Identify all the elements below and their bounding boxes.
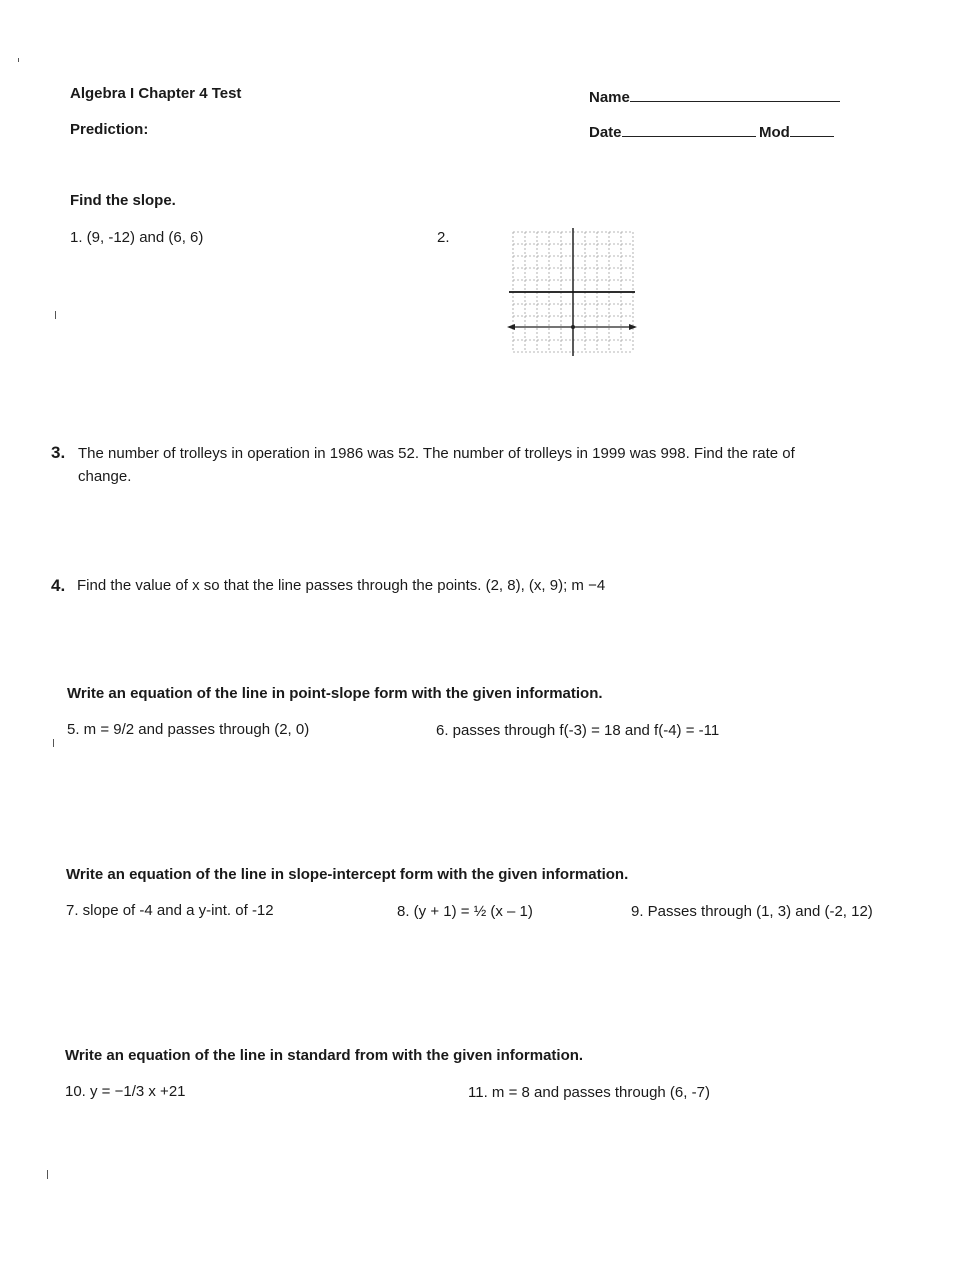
origin-point <box>571 325 575 329</box>
question-10: 10. y = −1/3 x +21 <box>65 1083 186 1100</box>
section-heading-slope-intercept: Write an equation of the line in slope-intercept form with the given information. <box>66 866 629 883</box>
name-line[interactable] <box>630 86 840 102</box>
scan-mark <box>47 1170 48 1179</box>
scan-mark <box>55 311 56 319</box>
question-5: 5. m = 9/2 and passes through (2, 0) <box>67 721 310 738</box>
question-7: 7. slope of -4 and a y-int. of -12 <box>66 902 274 919</box>
prediction-label: Prediction: <box>70 121 149 138</box>
scan-mark <box>18 58 19 62</box>
mod-field[interactable] <box>759 121 834 141</box>
section-heading-slope: Find the slope. <box>70 192 176 209</box>
test-title: Algebra I Chapter 4 Test <box>70 85 242 102</box>
mod-line[interactable] <box>790 121 834 137</box>
date-line[interactable] <box>622 121 756 137</box>
section-heading-standard: Write an equation of the line in standard from with the given information. <box>65 1047 584 1064</box>
question-6: 6. passes through f(-3) = 18 and f(-4) = -11 <box>436 722 720 739</box>
scan-mark <box>53 739 54 747</box>
question-1: 1. (9, -12) and (6, 6) <box>70 229 204 246</box>
question-9: 9. Passes through (1, 3) and (-2, 12) <box>631 903 873 920</box>
section-heading-point-slope: Write an equation of the line in point-slope form with the given information. <box>67 685 603 702</box>
question-4-number: 4. <box>51 576 66 595</box>
question-11: 11. m = 8 and passes through (6, -7) <box>468 1084 710 1101</box>
coordinate-graph <box>507 226 639 358</box>
question-4-text: Find the value of x so that the line passes through the points. (2, 8), (x, 9); m −4 <box>77 577 606 594</box>
name-label: Name <box>589 89 630 106</box>
mod-label: Mod <box>759 124 790 141</box>
x-axis-arrow-left <box>507 324 515 330</box>
question-2-number: 2. <box>437 229 450 246</box>
date-label: Date <box>589 124 622 141</box>
question-3-text-line1: The number of trolleys in operation in 1986 was 52. The number of trolleys in 1999 was 998. Find the rate of <box>78 445 795 462</box>
question-3-number: 3. <box>51 443 66 462</box>
name-field[interactable] <box>589 86 840 106</box>
question-3-text-line2: change. <box>78 468 132 485</box>
date-field[interactable] <box>589 121 756 141</box>
question-8: 8. (y + 1) = ½ (x – 1) <box>397 903 533 920</box>
